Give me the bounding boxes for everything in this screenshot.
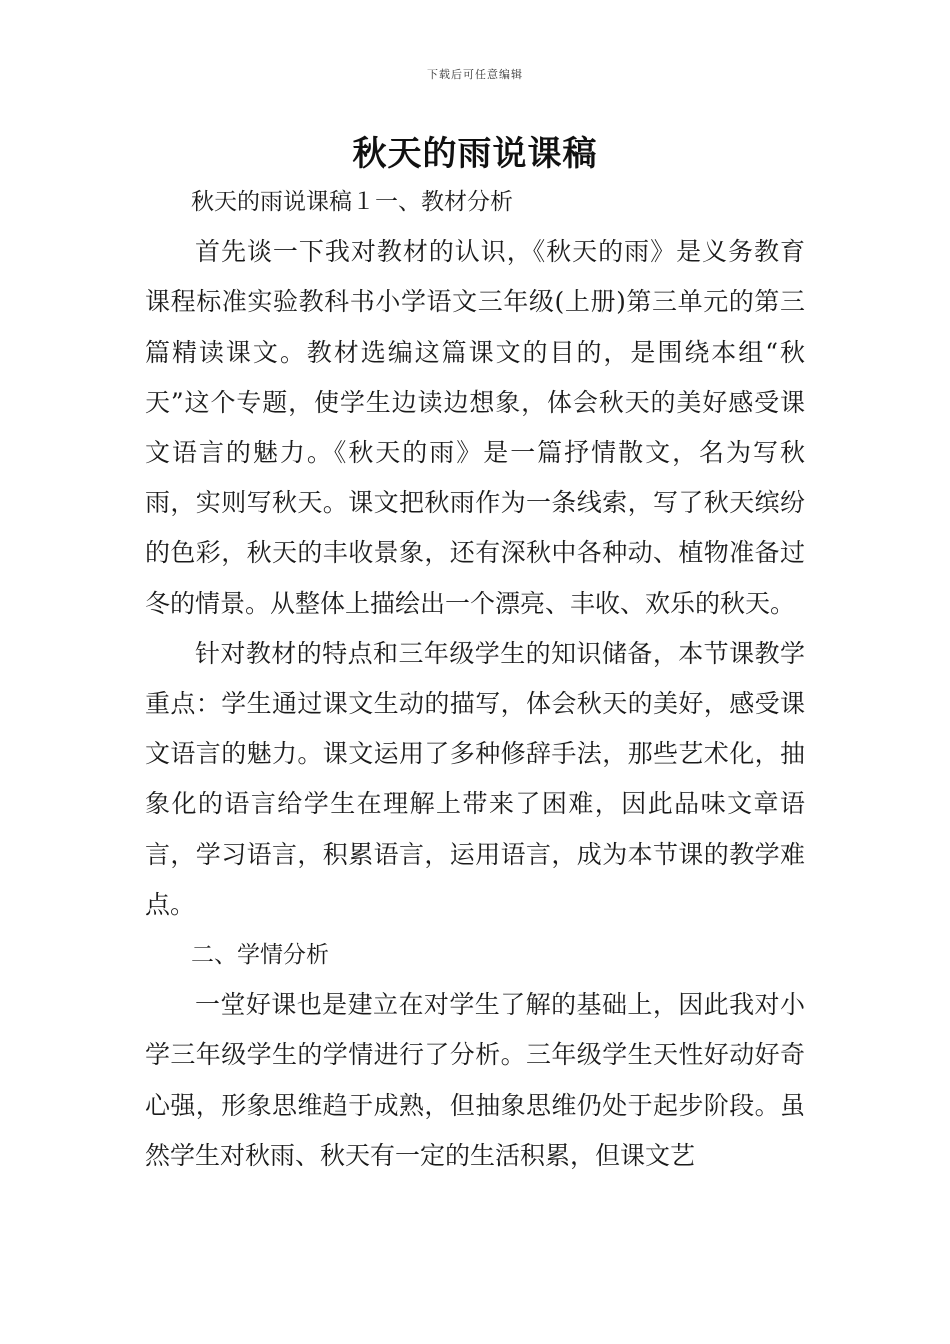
header-note: 下载后可任意编辑 xyxy=(427,68,523,81)
document-title: 秋天的雨说课稿 xyxy=(352,134,598,174)
paragraph-student-analysis: 一堂好课也是建立在对学生了解的基础上，因此我对小学三年级学生的学情进行了分析。三年级学生天性好动好奇心强，形象思维趋于成熟，但抽象思维仍处于起步阶段。虽然学生对秋雨、秋天有一定的生活积累，但课文艺 xyxy=(145,990,805,1170)
document-body xyxy=(145,177,805,1181)
section-heading-material-analysis: 秋天的雨说课稿１一、教材分析 xyxy=(191,189,513,215)
paragraph-material-understanding: 首先谈一下我对教材的认识，《秋天的雨》是义务教育课程标准实验教科书小学语文三年级(上册)第三单元的第三篇精读课文。教材选编这篇课文的目的，是围绕本组“秋天”这个专题，使学生边读边想象，体会秋天的美好感受课文语言的魅力。《秋天的雨》是一篇抒情散文，名为写秋雨，实则写秋天。课文把秋雨作为一条线索，写了秋天缤纷的色彩，秋天的丰收景象，还有深秋中各种动、植物准备过冬的情景。从整体上描绘出一个漂亮、丰收、欢乐的秋天。 xyxy=(145,237,805,618)
paragraph-teaching-focus: 针对教材的特点和三年级学生的知识储备，本节课教学重点：学生通过课文生动的描写，体会秋天的美好，感受课文语言的魅力。课文运用了多种修辞手法，那些艺术化，抽象化的语言给学生在理解上带来了困难，因此品味文章语言，学习语言，积累语言，运用语言，成为本节课的教学难点。 xyxy=(145,638,805,919)
section-heading-student-analysis: 二、学情分析 xyxy=(191,942,329,969)
